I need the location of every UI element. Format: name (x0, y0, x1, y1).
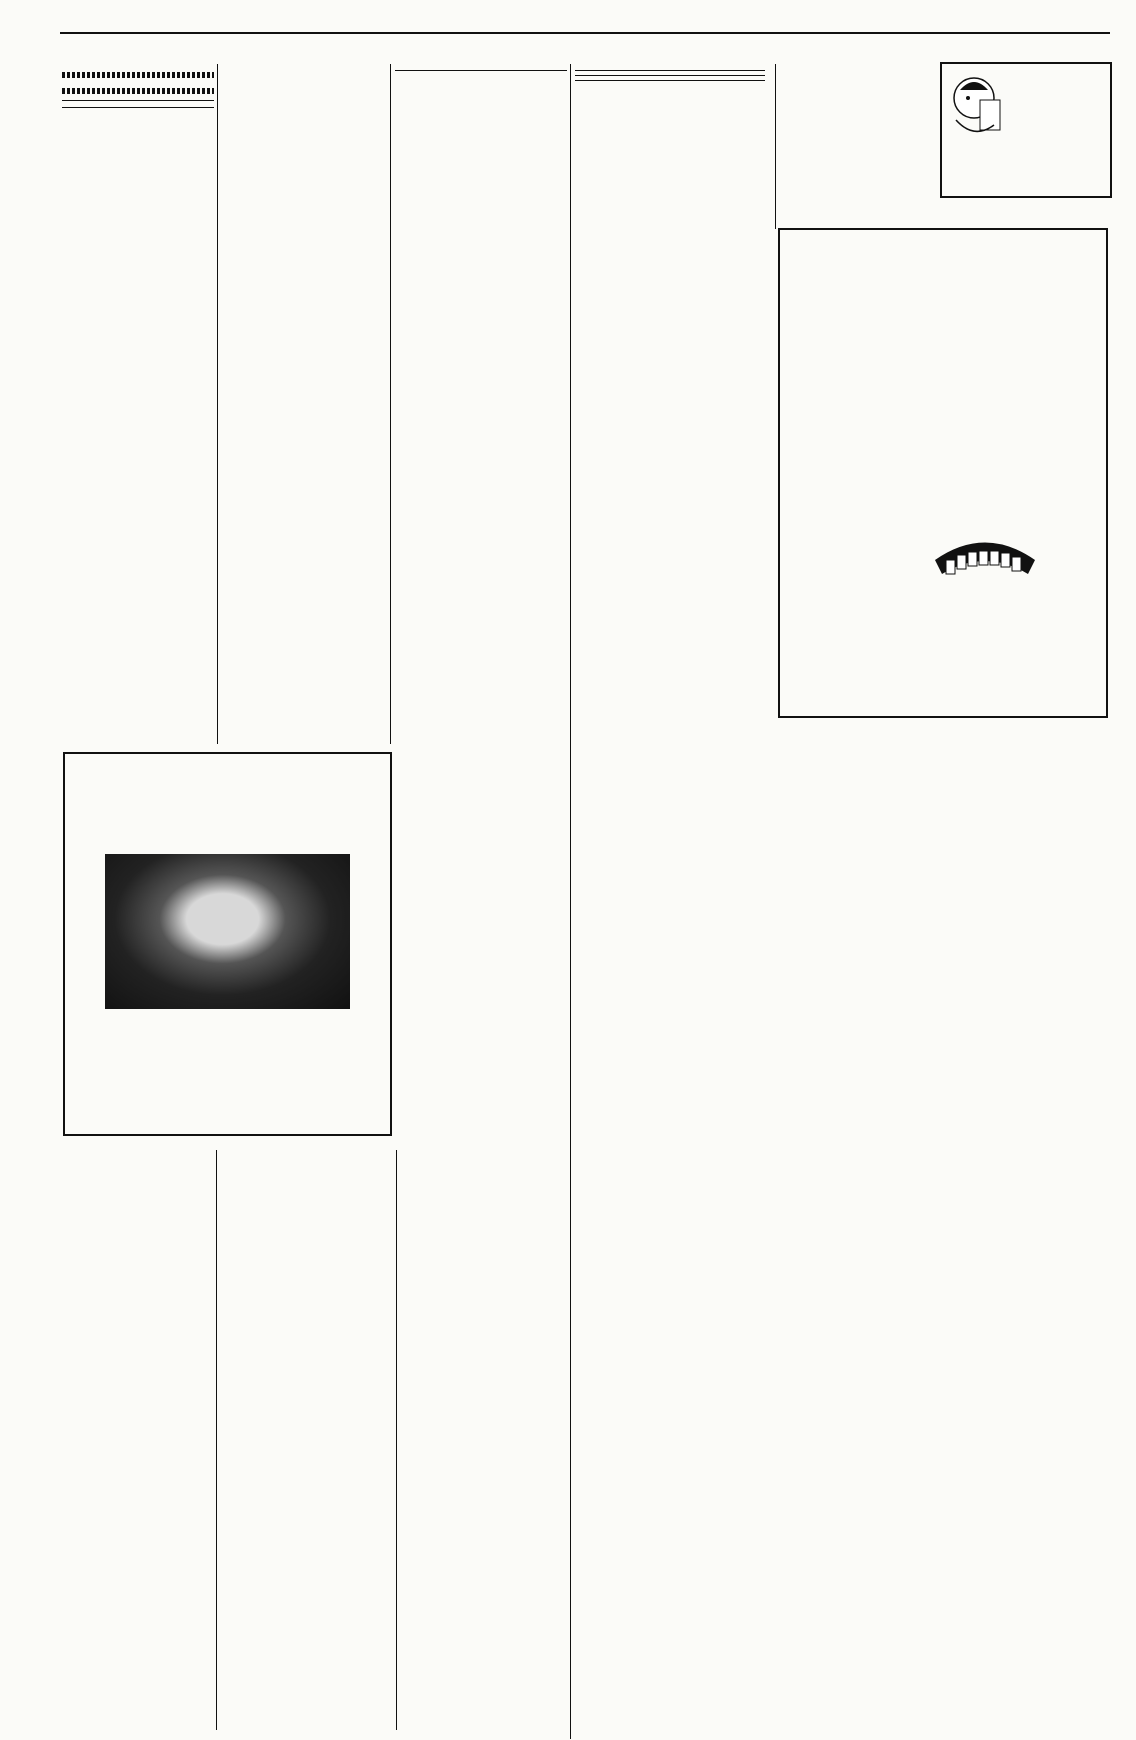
denture-illustration (930, 530, 1040, 590)
column-2 (222, 66, 386, 746)
column-3 (395, 66, 567, 1731)
far-fetched-box (780, 66, 930, 226)
milk-ad (940, 62, 1112, 198)
michigan-bell-ad (63, 752, 392, 1136)
child-drinking-illustration (946, 70, 1008, 140)
woman-on-telephone-photo (105, 854, 350, 1009)
column-4 (575, 66, 765, 726)
dental-ad (778, 228, 1108, 718)
masthead (60, 30, 1110, 34)
column-1 (62, 66, 214, 746)
